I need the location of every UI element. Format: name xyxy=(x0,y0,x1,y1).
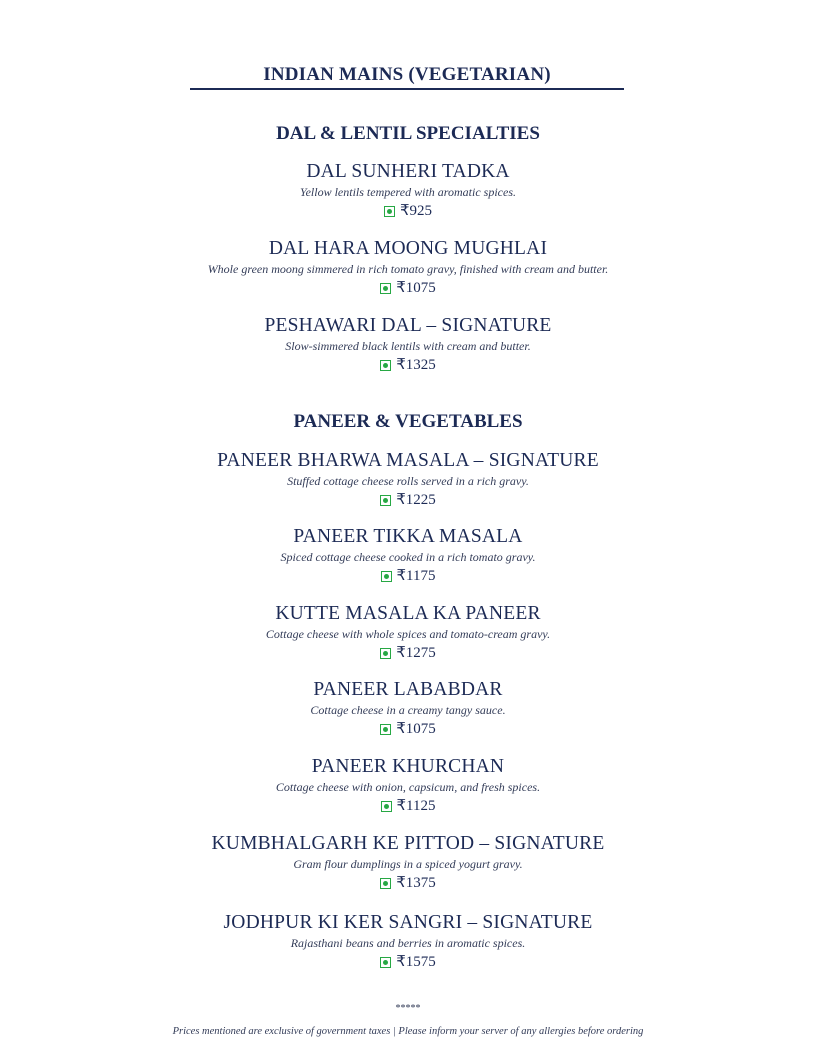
item-name: PANEER TIKKA MASALA xyxy=(293,526,523,547)
item-price-row xyxy=(381,797,436,815)
section-heading-paneer: PANEER & VEGETABLES xyxy=(293,411,523,432)
menu-item xyxy=(0,526,816,585)
veg-icon xyxy=(380,878,391,889)
item-price: ₹1225 xyxy=(396,492,436,508)
item-name: DAL SUNHERI TADKA xyxy=(306,161,510,182)
separator: ***** xyxy=(395,1003,421,1014)
item-name: DAL HARA MOONG MUGHLAI xyxy=(268,238,548,259)
item-price: ₹1075 xyxy=(396,721,436,737)
item-description: Rajasthani beans and berries in aromatic spices. xyxy=(290,936,526,950)
item-name: JODHPUR KI KER SANGRI – SIGNATURE xyxy=(223,912,593,933)
page-title: INDIAN MAINS (VEGETARIAN) xyxy=(190,64,624,90)
veg-icon xyxy=(381,571,392,582)
item-price-row xyxy=(384,202,432,220)
item-price: ₹1125 xyxy=(396,798,436,814)
item-name: KUMBHALGARH KE PITTOD – SIGNATURE xyxy=(211,833,605,854)
veg-icon xyxy=(380,724,391,735)
item-name: PANEER BHARWA MASALA – SIGNATURE xyxy=(217,450,599,471)
item-name: PANEER LABABDAR xyxy=(313,679,503,700)
menu-item xyxy=(0,161,816,220)
menu-item xyxy=(0,315,816,374)
item-description: Stuffed cottage cheese rolls served in a rich gravy. xyxy=(287,474,529,488)
item-price-row xyxy=(380,279,436,297)
item-price: ₹1325 xyxy=(396,357,436,373)
item-price: ₹1375 xyxy=(396,875,436,891)
veg-icon xyxy=(380,283,391,294)
menu-item xyxy=(0,679,816,738)
menu-item xyxy=(0,756,816,815)
menu-item xyxy=(0,912,816,971)
veg-icon xyxy=(384,206,395,217)
item-price: ₹1175 xyxy=(396,568,436,584)
item-price-row xyxy=(381,567,436,585)
menu-item xyxy=(0,603,816,662)
item-price-row xyxy=(380,874,436,892)
item-description: Slow-simmered black lentils with cream and butter. xyxy=(285,339,531,353)
section-heading-dal: DAL & LENTIL SPECIALTIES xyxy=(276,123,540,144)
veg-icon xyxy=(381,801,392,812)
item-description: Gram flour dumplings in a spiced yogurt gravy. xyxy=(293,857,523,871)
item-price-row xyxy=(380,720,436,738)
item-name: PESHAWARI DAL – SIGNATURE xyxy=(264,315,552,336)
footer-note: Prices mentioned are exclusive of government taxes | Please inform your server of any allergies before ordering xyxy=(172,1026,644,1037)
menu-item xyxy=(0,450,816,509)
item-description: Yellow lentils tempered with aromatic spices. xyxy=(300,185,516,199)
item-name: PANEER KHURCHAN xyxy=(311,756,505,777)
item-price-row xyxy=(380,491,436,509)
item-description: Cottage cheese with whole spices and tomato-cream gravy. xyxy=(265,627,551,641)
item-description: Spiced cottage cheese cooked in a rich tomato gravy. xyxy=(280,550,536,564)
item-price-row xyxy=(380,953,436,971)
item-price: ₹1575 xyxy=(396,954,436,970)
veg-icon xyxy=(380,648,391,659)
veg-icon xyxy=(380,360,391,371)
item-price: ₹925 xyxy=(399,203,433,219)
item-description: Whole green moong simmered in rich tomato gravy, finished with cream and butter. xyxy=(207,262,609,276)
veg-icon xyxy=(380,957,391,968)
item-price: ₹1075 xyxy=(396,280,436,296)
menu-item xyxy=(0,238,816,297)
veg-icon xyxy=(380,495,391,506)
item-price: ₹1275 xyxy=(396,645,436,661)
menu-item xyxy=(0,833,816,892)
item-description: Cottage cheese with onion, capsicum, and fresh spices. xyxy=(275,780,541,794)
item-description: Cottage cheese in a creamy tangy sauce. xyxy=(310,703,506,717)
item-name: KUTTE MASALA KA PANEER xyxy=(275,603,541,624)
item-price-row xyxy=(380,644,436,662)
item-price-row xyxy=(380,356,436,374)
